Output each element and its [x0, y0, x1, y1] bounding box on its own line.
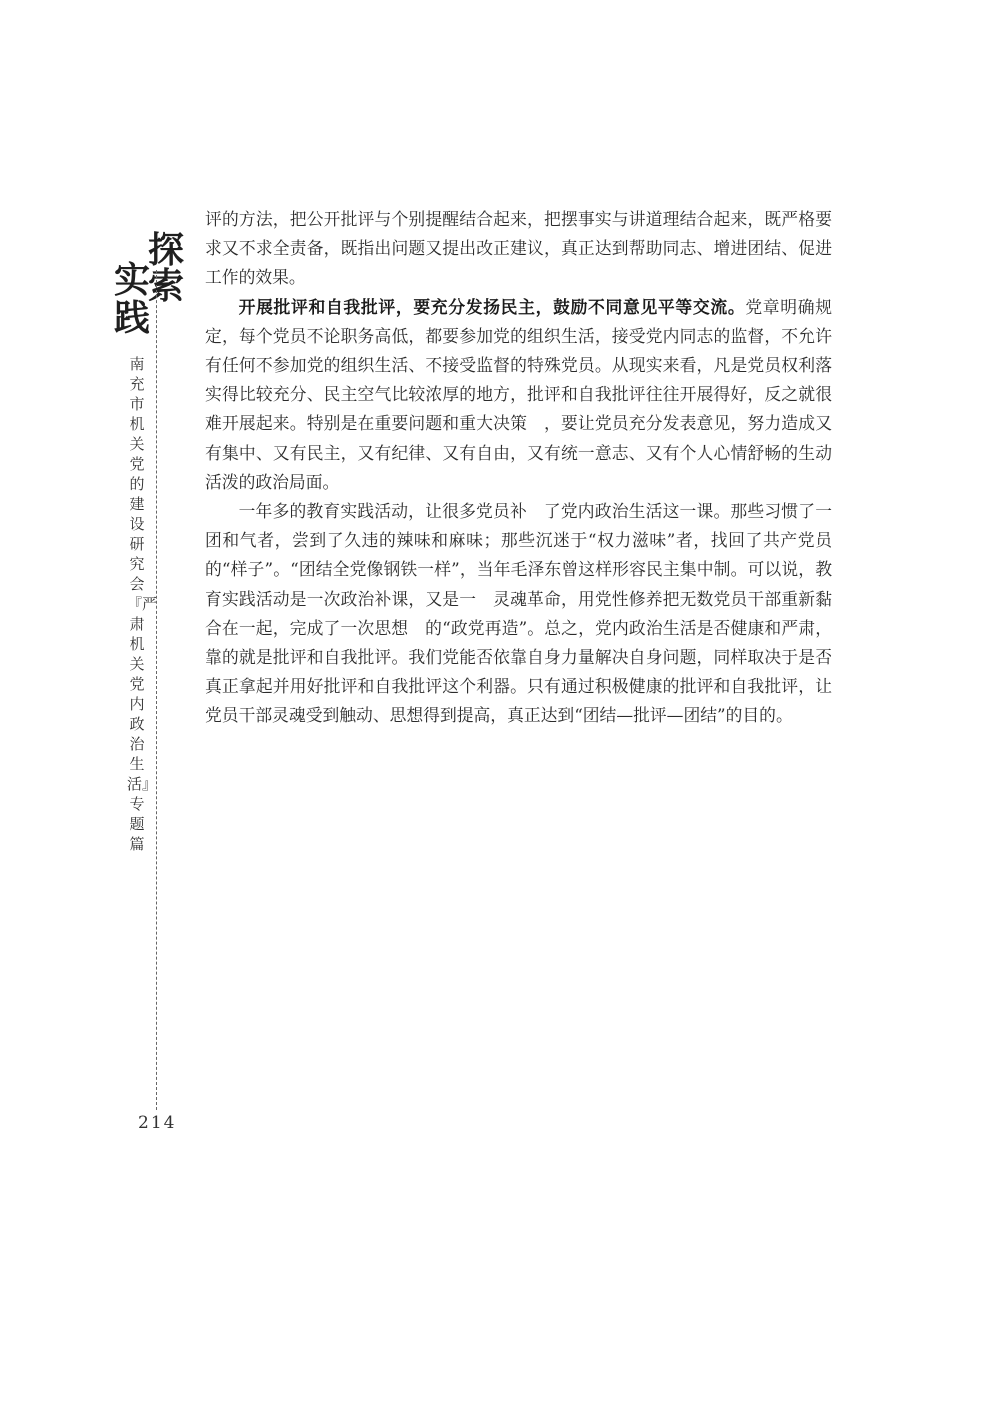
paragraph [205, 293, 832, 497]
paragraph-text: 党章明确规定，每个党员不论职务高低，都要参加党的组织生活，接受党内同志的监督，不允许有任何不参加党的组织生活、不接受监督的特殊党员。从现实来看，凡是党员权利落实得比较充分、民主空气比较浓厚的地方，批评和自我批评往往开展得好，反之就很难开展起来。特别是在重要问题和重大决策 ，要让党员充分发表意见，努力造成又有集中、又有民主，又有纪律、又有自由，又有统一意志、又有个人心情舒畅的生动活泼的政治局面。 [205, 296, 832, 492]
margin-divider [156, 270, 157, 1110]
paragraph: 评的方法，把公开批评与个别提醒结合起来，把摆事实与讲道理结合起来，既严格要求又不求全责备，既指出问题又提出改正建议，真正达到帮助同志、增进团结、促进工作的效果。 [205, 209, 832, 288]
paragraph: 一年多的教育实践活动，让很多党员补 了党内政治生活这一课。那些习惯了一团和气者，尝到了久违的辣味和麻味；那些沉迷于“权力滋味”者，找回了共产党员的“样子”。“团结全党像钢铁一样”，当年毛泽东曾这样形容民主集中制。可以说，教育实践活动是一次政治补课，又是一 灵魂革命，用党性修养把无数党员干部重新黏合在一起，完成了一次思想 的“政党再造”。总之，党内政治生活是否健康和严肃，靠的就是批评和自我批评。我们党能否依靠自身力量解决自身问题，同样取决于是否真正拿起并用好批评和自我批评这个利器。只有通过积极健康的批评和自我批评，让党员干部灵魂受到触动、思想得到提高，真正达到“团结—批评—团结”的目的。 [205, 501, 832, 726]
body-text [205, 205, 832, 731]
section-title-char: 探 [148, 229, 185, 271]
section-title-char: 践 [114, 297, 151, 339]
section-title-char: 实 [114, 259, 151, 301]
paragraph-lead: 开展批评和自我批评，要充分发扬民主，鼓励不同意见平等交流。 [238, 296, 746, 317]
page-number: 214 [138, 1113, 177, 1133]
section-subtitle: 南充市机关党的建设研究会『严肃机关党内政治生活』专题篇 [127, 355, 158, 853]
section-title [112, 229, 185, 342]
section-title-char: 索 [148, 265, 185, 307]
